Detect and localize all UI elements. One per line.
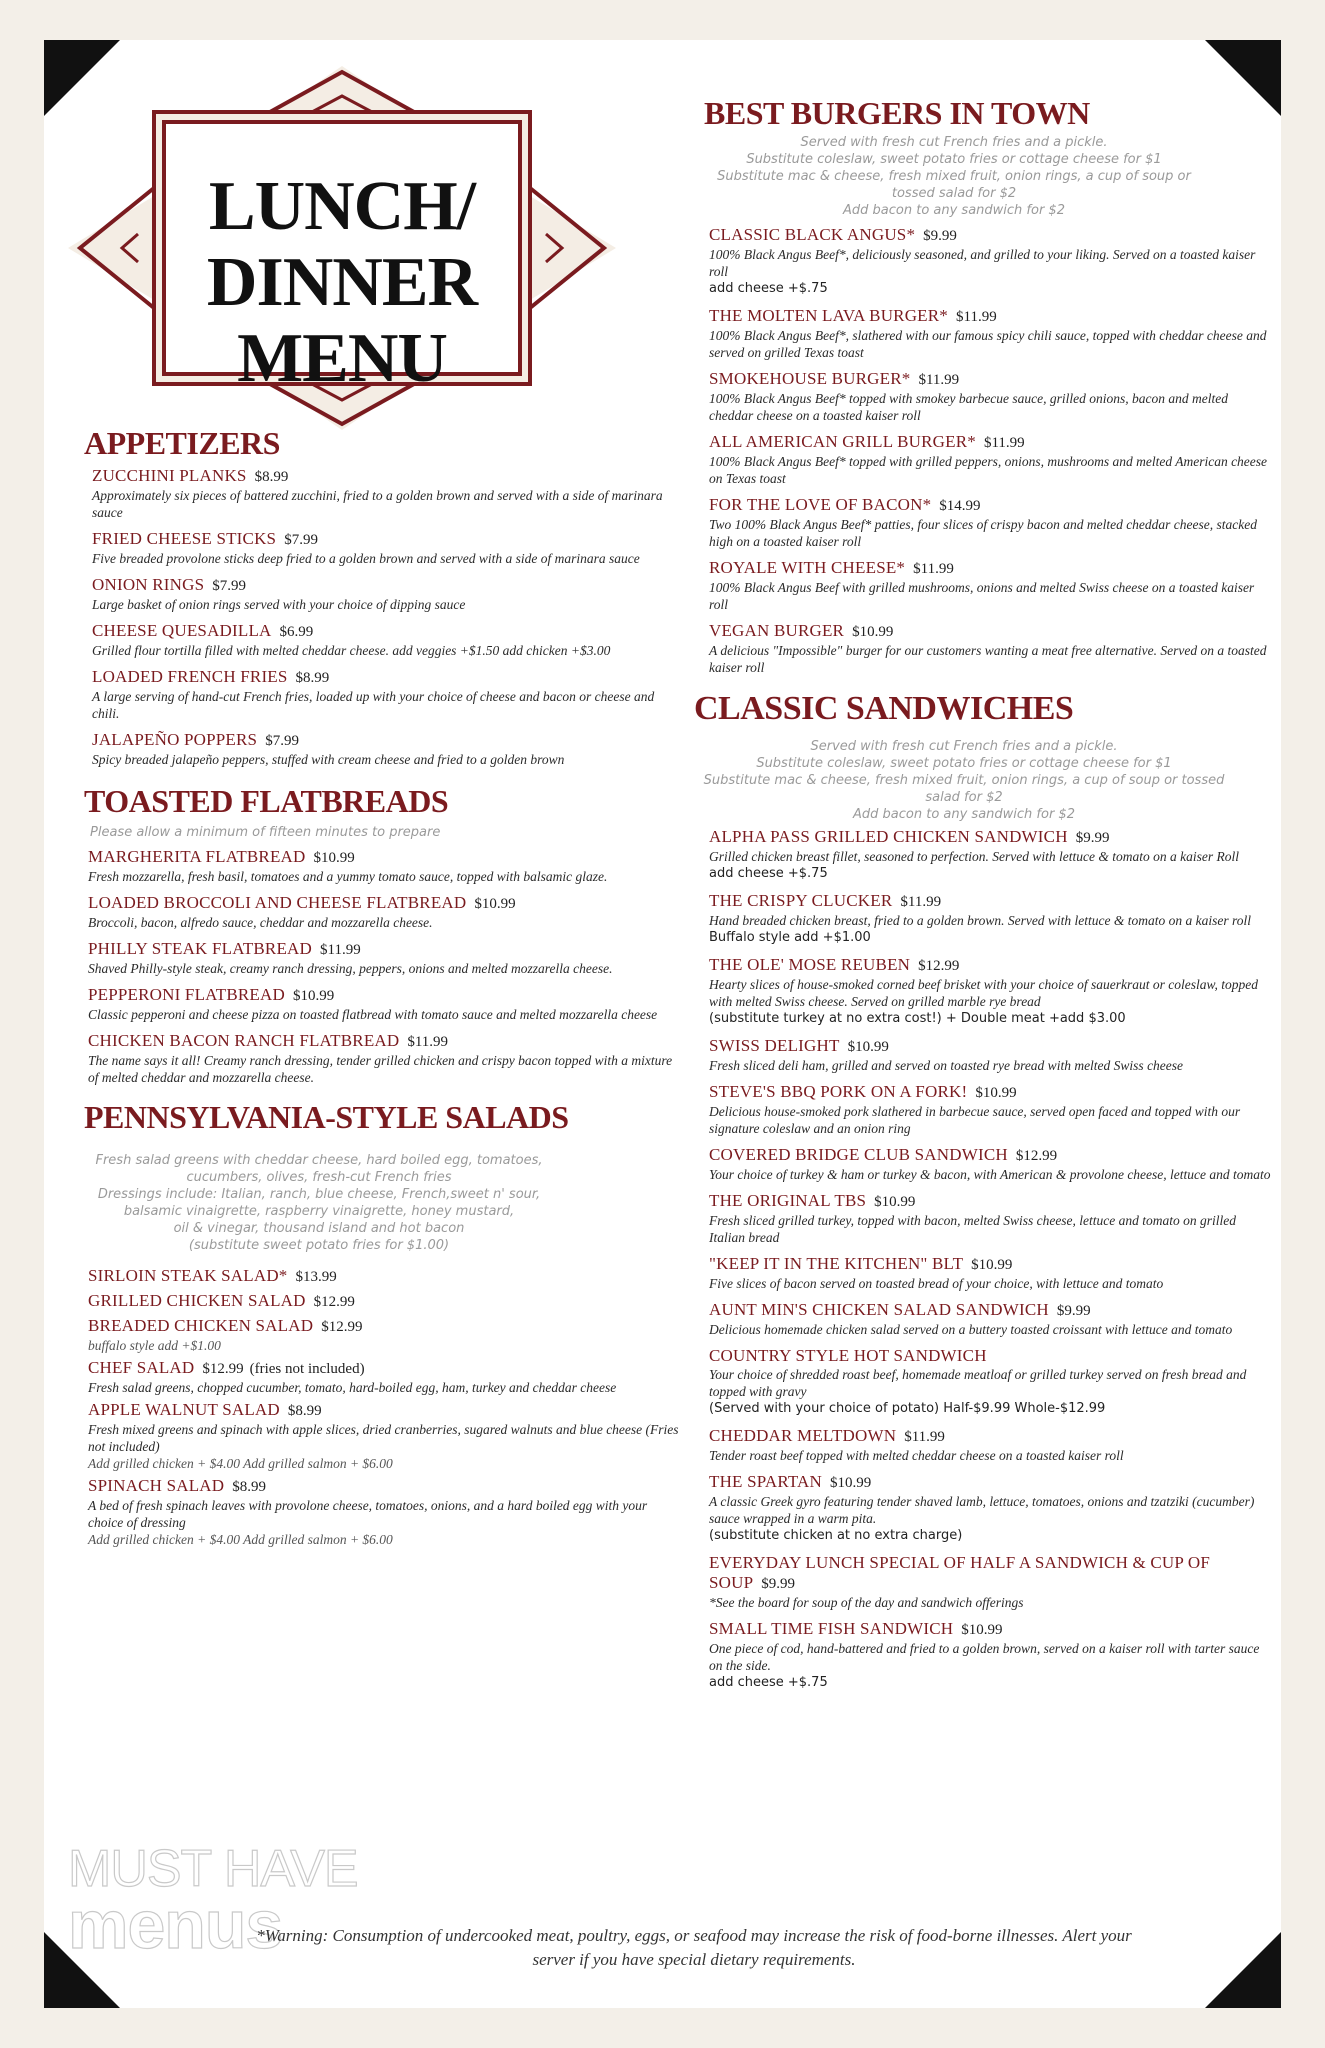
menu-item-addon: (substitute turkey at no extra cost!) + Double meat +add $3.00 (709, 1011, 1126, 1026)
menu-item-name: FRIED CHEESE STICKS (92, 529, 277, 548)
menu-item-description: 100% Black Angus Beef with grilled mushrooms, onions and melted Swiss cheese on a toasted kaiser roll (709, 580, 1255, 612)
menu-item (709, 1619, 1274, 1692)
burgers-section (694, 94, 1274, 676)
allergy-warning-footer (194, 1924, 1194, 1972)
menu-item-price: $6.99 (279, 624, 314, 640)
burgers-note (694, 134, 1214, 219)
salads-note-line: (substitute sweet potato fries for $1.00) (188, 1238, 450, 1253)
menu-item-name: THE SPARTAN (709, 1472, 823, 1491)
menu-item-price: $14.99 (939, 498, 981, 514)
menu-item-description: Fresh mozzarella, fresh basil, tomatoes and a yummy tomato sauce, topped with balsamic glaze. (88, 869, 608, 884)
menu-item (92, 529, 684, 567)
menu-item (709, 1036, 1274, 1074)
menu-title-line-1: LUNCH/ (208, 168, 476, 245)
menu-item-header (709, 369, 1274, 390)
menu-item (88, 939, 684, 977)
menu-item-price: $11.99 (900, 894, 942, 910)
corner-decoration-bottom-right (1205, 1932, 1281, 2008)
flatbreads-section (84, 782, 684, 1086)
menu-item (709, 891, 1274, 947)
menu-item-header (709, 827, 1274, 848)
menu-item-description: Fresh salad greens, chopped cucumber, tomato, hard-boiled egg, ham, turkey and cheddar cheese (88, 1380, 617, 1395)
sandwiches-note-line: Add bacon to any sandwich for $2 (853, 807, 1075, 822)
menu-item-name: CHEF SALAD (88, 1358, 195, 1377)
menu-item-name: GRILLED CHICKEN SALAD (88, 1291, 306, 1310)
menu-item-header (709, 432, 1274, 453)
menu-item-name: SMOKEHOUSE BURGER* (709, 369, 911, 388)
menu-item (92, 667, 684, 722)
burgers-note-line: Substitute mac & cheese, fresh mixed fruit, onion rings, a cup of soup or (717, 169, 1191, 184)
menu-item (709, 1300, 1274, 1338)
menu-item-header (92, 621, 684, 642)
menu-item (88, 1400, 684, 1472)
menu-item-name: STEVE'S BBQ PORK ON A FORK! (709, 1082, 968, 1101)
menu-item-name: THE CRISPY CLUCKER (709, 891, 893, 910)
menu-item-description: Delicious house-smoked pork slathered in barbecue sauce, served open faced and topped with our signature coleslaw and an onion ring (709, 1104, 1241, 1136)
menu-item-price: $9.99 (1075, 830, 1110, 846)
menu-item-price: $10.99 (852, 624, 894, 640)
sandwiches-note-line: Substitute coleslaw, sweet potato fries or cottage cheese for $1 (756, 756, 1172, 771)
menu-item-header (709, 306, 1274, 327)
menu-item-description: 100% Black Angus Beef* topped with smokey barbecue sauce, grilled onions, bacon and melted cheddar cheese on a toasted kaiser roll (709, 391, 1229, 423)
sandwiches-heading: CLASSIC SANDWICHES (694, 690, 1074, 727)
menu-item-header (88, 1358, 684, 1379)
menu-item-description: Broccoli, bacon, alfredo sauce, cheddar and mozzarella cheese. (88, 915, 433, 930)
salads-section (84, 1098, 684, 1548)
menu-item-description: *See the board for soup of the day and sandwich offerings (709, 1595, 1024, 1610)
menu-item-description: Grilled chicken breast fillet, seasoned to perfection. Served with lettuce & tomato on a kaiser Roll (709, 849, 1240, 864)
menu-item-price: $11.99 (918, 372, 960, 388)
appetizers-section (84, 424, 684, 768)
menu-item-header (88, 1291, 684, 1312)
menu-item-header (88, 1266, 684, 1287)
menu-item (88, 1358, 684, 1396)
menu-item (709, 495, 1274, 550)
menu-item-header (92, 730, 684, 751)
menu-item-description: Tender roast beef topped with melted cheddar cheese on a toasted kaiser roll (709, 1448, 1124, 1463)
menu-item-price: $12.99 (202, 1361, 244, 1377)
sandwiches-note-line: Substitute mac & cheese, fresh mixed fruit, onion rings, a cup of soup or tossed (703, 773, 1225, 788)
menu-item-price: $9.99 (923, 228, 957, 244)
menu-item-name: SWISS DELIGHT (709, 1036, 840, 1055)
menu-item-name: COUNTRY STYLE HOT SANDWICH (709, 1346, 987, 1365)
menu-item-name: ROYALE WITH CHEESE* (709, 558, 906, 577)
menu-item (709, 432, 1274, 487)
menu-item-description: 100% Black Angus Beef*, deliciously seasoned, and grilled to your liking. Served on a toasted kaiser roll (709, 247, 1256, 279)
menu-item-addon: Buffalo style add +$1.00 (709, 930, 871, 945)
menu-item-header (709, 1619, 1274, 1640)
menu-item-header (709, 1346, 1274, 1366)
menu-item-price: $7.99 (212, 578, 246, 594)
menu-item (709, 621, 1274, 676)
menu-item-name: THE OLE' MOSE REUBEN (709, 955, 911, 974)
menu-item-name: THE MOLTEN LAVA BURGER* (709, 306, 949, 325)
menu-item-header (709, 1145, 1274, 1166)
menu-item-price: $8.99 (232, 1479, 267, 1495)
sandwiches-note-line: Served with fresh cut French fries and a pickle. (810, 739, 1118, 754)
menu-item-name: LOADED FRENCH FRIES (92, 667, 288, 686)
menu-item-name: SMALL TIME FISH SANDWICH (709, 1619, 954, 1638)
menu-item-description: A classic Greek gyro featuring tender shaved lamb, lettuce, tomatoes, onions and tzatziki (cucumber) sauce wrapped in a warm pita. (709, 1494, 1255, 1526)
menu-item-name: ONION RINGS (92, 575, 205, 594)
menu-item-header (92, 667, 684, 688)
menu-item (88, 1031, 684, 1086)
menu-item-addon: (substitute chicken at no extra charge) (709, 1528, 963, 1543)
menu-item-price: $11.99 (983, 435, 1025, 451)
menu-item-header (88, 939, 684, 960)
menu-item-price: $7.99 (284, 532, 318, 548)
menu-item-description: A bed of fresh spinach leaves with provolone cheese, tomatoes, onions, and a hard boiled egg with your choice of dressing (88, 1498, 648, 1530)
menu-item-name: SPINACH SALAD (88, 1476, 225, 1495)
menu-item-description: Five breaded provolone sticks deep fried to a golden brown and served with a side of marinara sauce (92, 551, 640, 566)
menu-item-description: Grilled flour tortilla filled with melted cheddar cheese. add veggies +$1.50 add chicken +$3.00 (92, 643, 611, 658)
menu-item-name: CHEDDAR MELTDOWN (709, 1426, 897, 1445)
menu-item-description: 100% Black Angus Beef* topped with grilled peppers, onions, mushrooms and melted American cheese on Texas toast (709, 454, 1268, 486)
menu-item-header (709, 1472, 1274, 1493)
menu-item-header (88, 1316, 684, 1337)
menu-item-name: JALAPEÑO POPPERS (92, 730, 258, 749)
menu-item-name: PEPPERONI FLATBREAD (88, 985, 285, 1004)
menu-item-header (709, 1082, 1274, 1103)
menu-item-description: Large basket of onion rings served with your choice of dipping sauce (92, 597, 466, 612)
sandwiches-list (694, 827, 1274, 1692)
menu-item-header (709, 955, 1274, 976)
menu-item-name: CHICKEN BACON RANCH FLATBREAD (88, 1031, 400, 1050)
menu-item-name: APPLE WALNUT SALAD (88, 1400, 280, 1419)
menu-item-description: Delicious homemade chicken salad served on a buttery toasted croissant with lettuce and tomato (709, 1322, 1233, 1337)
salads-note-line: oil & vinegar, thousand island and hot bacon (173, 1221, 465, 1236)
burgers-heading: BEST BURGERS IN TOWN (704, 95, 1090, 131)
menu-item-description: Classic pepperoni and cheese pizza on toasted flatbread with tomato sauce and melted mozzarella cheese (88, 1007, 658, 1022)
menu-item-price: $10.99 (975, 1085, 1017, 1101)
menu-item-name: COVERED BRIDGE CLUB SANDWICH (709, 1145, 1008, 1164)
menu-title (66, 169, 618, 397)
menu-item-name: CLASSIC BLACK ANGUS* (709, 225, 916, 244)
menu-item-description: Fresh mixed greens and spinach with apple slices, dried cranberries, sugared walnuts and blue cheese (Fries not included) (88, 1422, 679, 1454)
menu-item-note: (fries not included) (249, 1361, 365, 1377)
salads-note-line: cucumbers, olives, fresh-cut French fries (186, 1170, 452, 1185)
menu-item (709, 369, 1274, 424)
menu-item-header (88, 893, 684, 914)
menu-item-price: $12.99 (918, 958, 960, 974)
menu-item-name: BREADED CHICKEN SALAD (88, 1316, 314, 1335)
menu-item-price: $11.99 (904, 1429, 945, 1445)
menu-item-header (709, 225, 1274, 246)
sandwiches-note (694, 738, 1234, 823)
menu-item-header (709, 1553, 1274, 1594)
menu-item (88, 847, 684, 885)
menu-item-description: A large serving of hand-cut French fries, loaded up with your choice of cheese and bacon or cheese and chili. (92, 689, 655, 721)
menu-item-description: Your choice of shredded roast beef, homemade meatloaf or grilled turkey served on fresh bread and topped with gravy (709, 1367, 1247, 1399)
menu-item-price: $10.99 (847, 1039, 889, 1055)
menu-item-description: Hearty slices of house-smoked corned beef brisket with your choice of sauerkraut or coleslaw, topped with melted Swiss cheese. Served on grilled marble rye bread (709, 977, 1259, 1009)
menu-item-price: $10.99 (292, 988, 335, 1004)
menu-item-name: ZUCCHINI PLANKS (92, 466, 247, 485)
menu-item (709, 225, 1274, 298)
menu-item (709, 1082, 1274, 1137)
menu-item (709, 1191, 1274, 1246)
footer-line: server if you have special dietary requirements. (532, 1950, 856, 1969)
menu-item-description: Shaved Philly-style steak, creamy ranch dressing, peppers, onions and melted mozzarella cheese. (88, 961, 613, 976)
menu-item (709, 827, 1274, 883)
menu-item-price: $10.99 (971, 1257, 1013, 1273)
burgers-note-line: tossed salad for $2 (891, 186, 1017, 201)
menu-item-header (92, 575, 684, 596)
menu-item (709, 306, 1274, 361)
menu-item-price: $10.99 (961, 1622, 1003, 1638)
menu-item-header (709, 495, 1274, 516)
right-column (694, 94, 1274, 1700)
menu-item-price: $9.99 (761, 1576, 796, 1592)
burgers-list (694, 225, 1274, 676)
appetizers-list (84, 466, 684, 768)
menu-item-name: MARGHERITA FLATBREAD (88, 847, 306, 866)
menu-item-price: $10.99 (874, 1194, 916, 1210)
menu-item-description: Approximately six pieces of battered zucchini, fried to a golden brown and served with a side of marinara sauce (92, 488, 663, 520)
menu-item (709, 1472, 1274, 1545)
menu-item (88, 1476, 684, 1548)
menu-item-price: $11.99 (913, 561, 954, 577)
menu-item-header (92, 466, 684, 487)
menu-item-price: $8.99 (295, 670, 330, 686)
menu-item-header (88, 1476, 684, 1497)
menu-item-description: Fresh sliced grilled turkey, topped with bacon, melted Swiss cheese, lettuce and tomato on grilled Italian bread (709, 1213, 1237, 1245)
menu-item-addon: Add grilled chicken + $4.00 Add grilled salmon + $6.00 (88, 1456, 393, 1471)
menu-item-addon: Add grilled chicken + $4.00 Add grilled salmon + $6.00 (88, 1532, 393, 1547)
salads-list (84, 1266, 684, 1548)
menu-item-description: 100% Black Angus Beef*, slathered with our famous spicy chili sauce, topped with cheddar cheese and served on grilled Texas toast (709, 328, 1267, 360)
menu-item-name: THE ORIGINAL TBS (709, 1191, 867, 1210)
menu-item-header (709, 1254, 1274, 1275)
menu-item (709, 558, 1274, 613)
menu-item-header (709, 621, 1274, 642)
menu-item-header (92, 529, 684, 550)
menu-item-price: $8.99 (254, 469, 289, 485)
salads-heading: PENNSYLVANIA-STYLE SALADS (84, 1099, 569, 1135)
menu-item-header (709, 1036, 1274, 1057)
menu-item (88, 1316, 684, 1354)
burgers-note-line: Served with fresh cut French fries and a pickle. (800, 135, 1108, 150)
menu-item (88, 1266, 684, 1287)
menu-item-header (709, 891, 1274, 912)
menu-item-addon: (Served with your choice of potato) Half-$9.99 Whole-$12.99 (709, 1401, 1106, 1416)
menu-item (92, 621, 684, 659)
menu-item-name: "KEEP IT IN THE KITCHEN" BLT (709, 1254, 964, 1273)
burgers-note-line: Substitute coleslaw, sweet potato fries or cottage cheese for $1 (746, 152, 1162, 167)
footer-line: *Warning: Consumption of undercooked meat, poultry, eggs, or seafood may increase the risk of food-borne illnesses. Alert your (256, 1926, 1132, 1945)
menu-item (92, 730, 684, 768)
watermark-line-1: MUST HAVE (68, 1840, 358, 1898)
menu-item (88, 893, 684, 931)
menu-item-price: $7.99 (265, 733, 299, 749)
flatbreads-note: Please allow a minimum of fifteen minutes to prepare (90, 825, 441, 840)
menu-item (92, 575, 684, 613)
salads-note-line: balsamic vinaigrette, raspberry vinaigrette, honey mustard, (123, 1204, 515, 1219)
menu-item-price: $10.99 (830, 1475, 872, 1491)
menu-item (709, 955, 1274, 1028)
menu-item-header (709, 558, 1274, 579)
menu-item-price: $12.99 (321, 1319, 363, 1335)
menu-item (709, 1145, 1274, 1183)
menu-item-description: Hand breaded chicken breast, fried to a golden brown. Served with lettuce & tomato on a kaiser roll (709, 913, 1252, 928)
menu-item-description: A delicious "Impossible" burger for our customers wanting a meat free alternative. Served on a toasted kaiser roll (709, 643, 1267, 675)
menu-item-addon: buffalo style add +$1.00 (88, 1338, 221, 1353)
menu-item-name: CHEESE QUESADILLA (92, 621, 272, 640)
menu-item-price: $8.99 (287, 1403, 322, 1419)
menu-item-price: $11.99 (320, 942, 361, 958)
menu-item-description: One piece of cod, hand-battered and fried to a golden brown, served on a kaiser roll with tarter sauce on the side. (709, 1641, 1260, 1673)
salads-note (84, 1152, 554, 1254)
menu-item-header (88, 985, 684, 1006)
menu-item (709, 1346, 1274, 1418)
burgers-note-line: Add bacon to any sandwich for $2 (843, 203, 1065, 218)
menu-item (92, 466, 684, 521)
menu-item-description: Fresh sliced deli ham, grilled and served on toasted rye bread with melted Swiss cheese (709, 1058, 1184, 1073)
menu-item-header (88, 1400, 684, 1421)
menu-item-name: PHILLY STEAK FLATBREAD (88, 939, 313, 958)
flatbreads-list (84, 847, 684, 1086)
menu-item (709, 1426, 1274, 1464)
menu-item-price: $10.99 (313, 850, 355, 866)
menu-item-price: $9.99 (1056, 1303, 1091, 1319)
menu-item-header (709, 1426, 1274, 1447)
menu-item-name: EVERYDAY LUNCH SPECIAL OF HALF A SANDWICH & CUP OF SOUP (709, 1553, 1211, 1592)
flatbreads-heading: TOASTED FLATBREADS (84, 783, 449, 819)
salads-note-line: Dressings include: Italian, ranch, blue cheese, French,sweet n' sour, (97, 1187, 541, 1202)
menu-item (709, 1553, 1274, 1611)
menu-item-header (88, 847, 684, 868)
menu-item-price: $13.99 (295, 1269, 337, 1285)
menu-page (44, 40, 1281, 2008)
menu-item-name: AUNT MIN'S CHICKEN SALAD SANDWICH (709, 1300, 1049, 1319)
menu-item-addon: add cheese +$.75 (709, 281, 828, 296)
sandwiches-section (694, 690, 1274, 1692)
menu-item-name: SIRLOIN STEAK SALAD* (88, 1266, 288, 1285)
menu-item-header (88, 1031, 684, 1052)
menu-item-price: $11.99 (407, 1034, 449, 1050)
menu-item-description: Two 100% Black Angus Beef* patties, four slices of crispy bacon and melted cheddar cheese, stacked high on a toasted kaiser roll (709, 517, 1258, 549)
menu-title-line-2: DINNER (206, 244, 478, 321)
menu-item-addon: add cheese +$.75 (709, 866, 828, 881)
menu-item (709, 1254, 1274, 1292)
menu-item-description: Spicy breaded jalapeño peppers, stuffed with cream cheese and fried to a golden brown (92, 752, 565, 767)
menu-title-line-3: MENU (237, 320, 447, 397)
menu-item-price: $12.99 (1015, 1148, 1058, 1164)
menu-item-name: FOR THE LOVE OF BACON* (709, 495, 932, 514)
menu-item-name: LOADED BROCCOLI AND CHEESE FLATBREAD (88, 893, 467, 912)
menu-item (88, 985, 684, 1023)
menu-item (88, 1291, 684, 1312)
menu-item-addon: add cheese +$.75 (709, 1675, 828, 1690)
menu-item-name: VEGAN BURGER (709, 621, 845, 640)
menu-item-price: $10.99 (474, 896, 516, 912)
salads-note-line: Fresh salad greens with cheddar cheese, hard boiled egg, tomatoes, (95, 1153, 543, 1168)
menu-title-badge (66, 64, 618, 432)
menu-item-name: ALPHA PASS GRILLED CHICKEN SANDWICH (709, 827, 1068, 846)
menu-item-name: ALL AMERICAN GRILL BURGER* (709, 432, 976, 451)
left-column (84, 424, 684, 1552)
menu-item-description: Five slices of bacon served on toasted bread of your choice, with lettuce and tomato (709, 1276, 1164, 1291)
menu-item-header (709, 1300, 1274, 1321)
menu-item-price: $11.99 (956, 309, 997, 325)
menu-item-price: $12.99 (313, 1294, 355, 1310)
menu-item-header (709, 1191, 1274, 1212)
appetizers-heading: APPETIZERS (84, 425, 280, 461)
watermark-line-2: menus (68, 1887, 283, 1963)
sandwiches-note-line: salad for $2 (925, 790, 1003, 805)
menu-item-description: Your choice of turkey & ham or turkey & bacon, with American & provolone cheese, lettuce and tomato (709, 1167, 1271, 1182)
menu-item-description: The name says it all! Creamy ranch dressing, tender grilled chicken and crispy bacon topped with a mixture of melted cheddar and mozzarella cheese. (88, 1053, 673, 1085)
